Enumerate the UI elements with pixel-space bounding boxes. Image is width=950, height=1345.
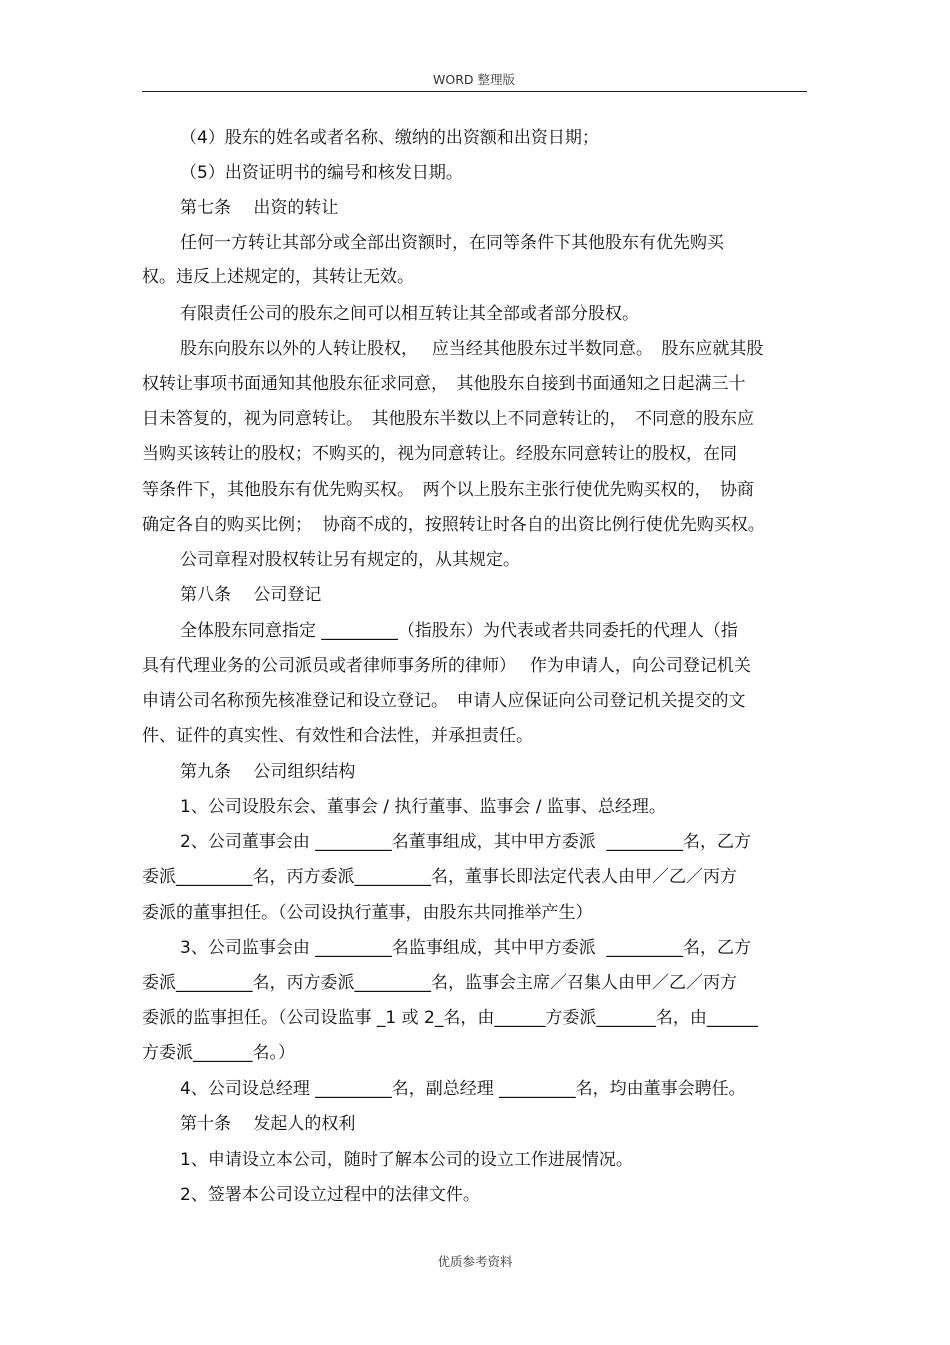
text-line: 委派的监事担任。（公司设监事 _1 或 2_名，由______方委派_______名，由______ (142, 1008, 758, 1028)
text-line: 具有代理业务的公司派员或者律师事务所的律师） 作为申请人，向公司登记机关 (142, 656, 751, 676)
text-line: 委派_________名，丙方委派_________名，监事会主席／召集人由甲／乙／丙方 (142, 973, 737, 993)
text-line: 2、公司董事会由 _________名董事组成，其中甲方委派 _________名，乙方 (180, 832, 752, 852)
page-footer: 优质参考资料 (437, 1254, 513, 1269)
text-line: （4）股东的姓名或者名称、缴纳的出资额和出资日期； (180, 128, 599, 148)
page-header: WORD 整理版 (433, 72, 515, 87)
text-line: 委派_________名，丙方委派_________名，董事长即法定代表人由甲／乙／丙方 (142, 867, 737, 887)
text-line: 有限责任公司的股东之间可以相互转让其全部或者部分股权。 (180, 304, 639, 324)
text-line: 委派的董事担任。（公司设执行董事，由股东共同推举产生） (142, 903, 593, 923)
text-line: 全体股东同意指定 _________（指股东）为代表或者共同委托的代理人（指 (180, 621, 738, 641)
text-line: 日未答复的，视为同意转让。 其他股东半数以上不同意转让的， 不同意的股东应 (142, 409, 754, 429)
text-line: 方委派_______名。） (142, 1043, 295, 1063)
text-line: 1、公司设股东会、董事会 / 执行董事、监事会 / 监事、总经理。 (180, 797, 666, 817)
text-line: 股东向股东以外的人转让股权， 应当经其他股东过半数同意。 股东应就其股 (180, 339, 764, 359)
article-heading: 第十条 发起人的权利 (180, 1114, 356, 1134)
text-line: 任何一方转让其部分或全部出资额时，在同等条件下其他股东有优先购买 (180, 233, 724, 253)
text-line: 4、公司设总经理 _________名，副总经理 _________名，均由董事会聘任。 (180, 1079, 746, 1099)
text-line: 2、签署本公司设立过程中的法律文件。 (180, 1185, 480, 1205)
text-line: 公司章程对股权转让另有规定的，从其规定。 (180, 550, 520, 570)
header-rule (142, 91, 807, 92)
text-line: 确定各自的购买比例； 协商不成的，按照转让时各自的出资比例行使优先购买权。 (142, 515, 765, 535)
article-heading: 第八条 公司登记 (180, 585, 322, 605)
text-line: 1、申请设立本公司，随时了解本公司的设立工作进展情况。 (180, 1150, 633, 1170)
text-line: 3、公司监事会由 _________名监事组成，其中甲方委派 _________名，乙方 (180, 938, 752, 958)
text-line: 权转让事项书面通知其他股东征求同意， 其他股东自接到书面通知之日起满三十 (142, 374, 746, 394)
text-line: 权。违反上述规定的，其转让无效。 (142, 267, 414, 287)
article-heading: 第九条 公司组织结构 (180, 762, 356, 782)
text-line: 当购买该转让的股权；不购买的，视为同意转让。经股东同意转让的股权，在同 (142, 444, 737, 464)
text-line: 申请公司名称预先核准登记和设立登记。 申请人应保证向公司登记机关提交的文 (142, 691, 746, 711)
text-line: 件、证件的真实性、有效性和合法性，并承担责任。 (142, 726, 533, 746)
text-line: （5）出资证明书的编号和核发日期。 (180, 163, 463, 183)
article-heading: 第七条 出资的转让 (180, 198, 339, 218)
text-line: 等条件下，其他股东有优先购买权。 两个以上股东主张行使优先购买权的， 协商 (142, 480, 754, 500)
